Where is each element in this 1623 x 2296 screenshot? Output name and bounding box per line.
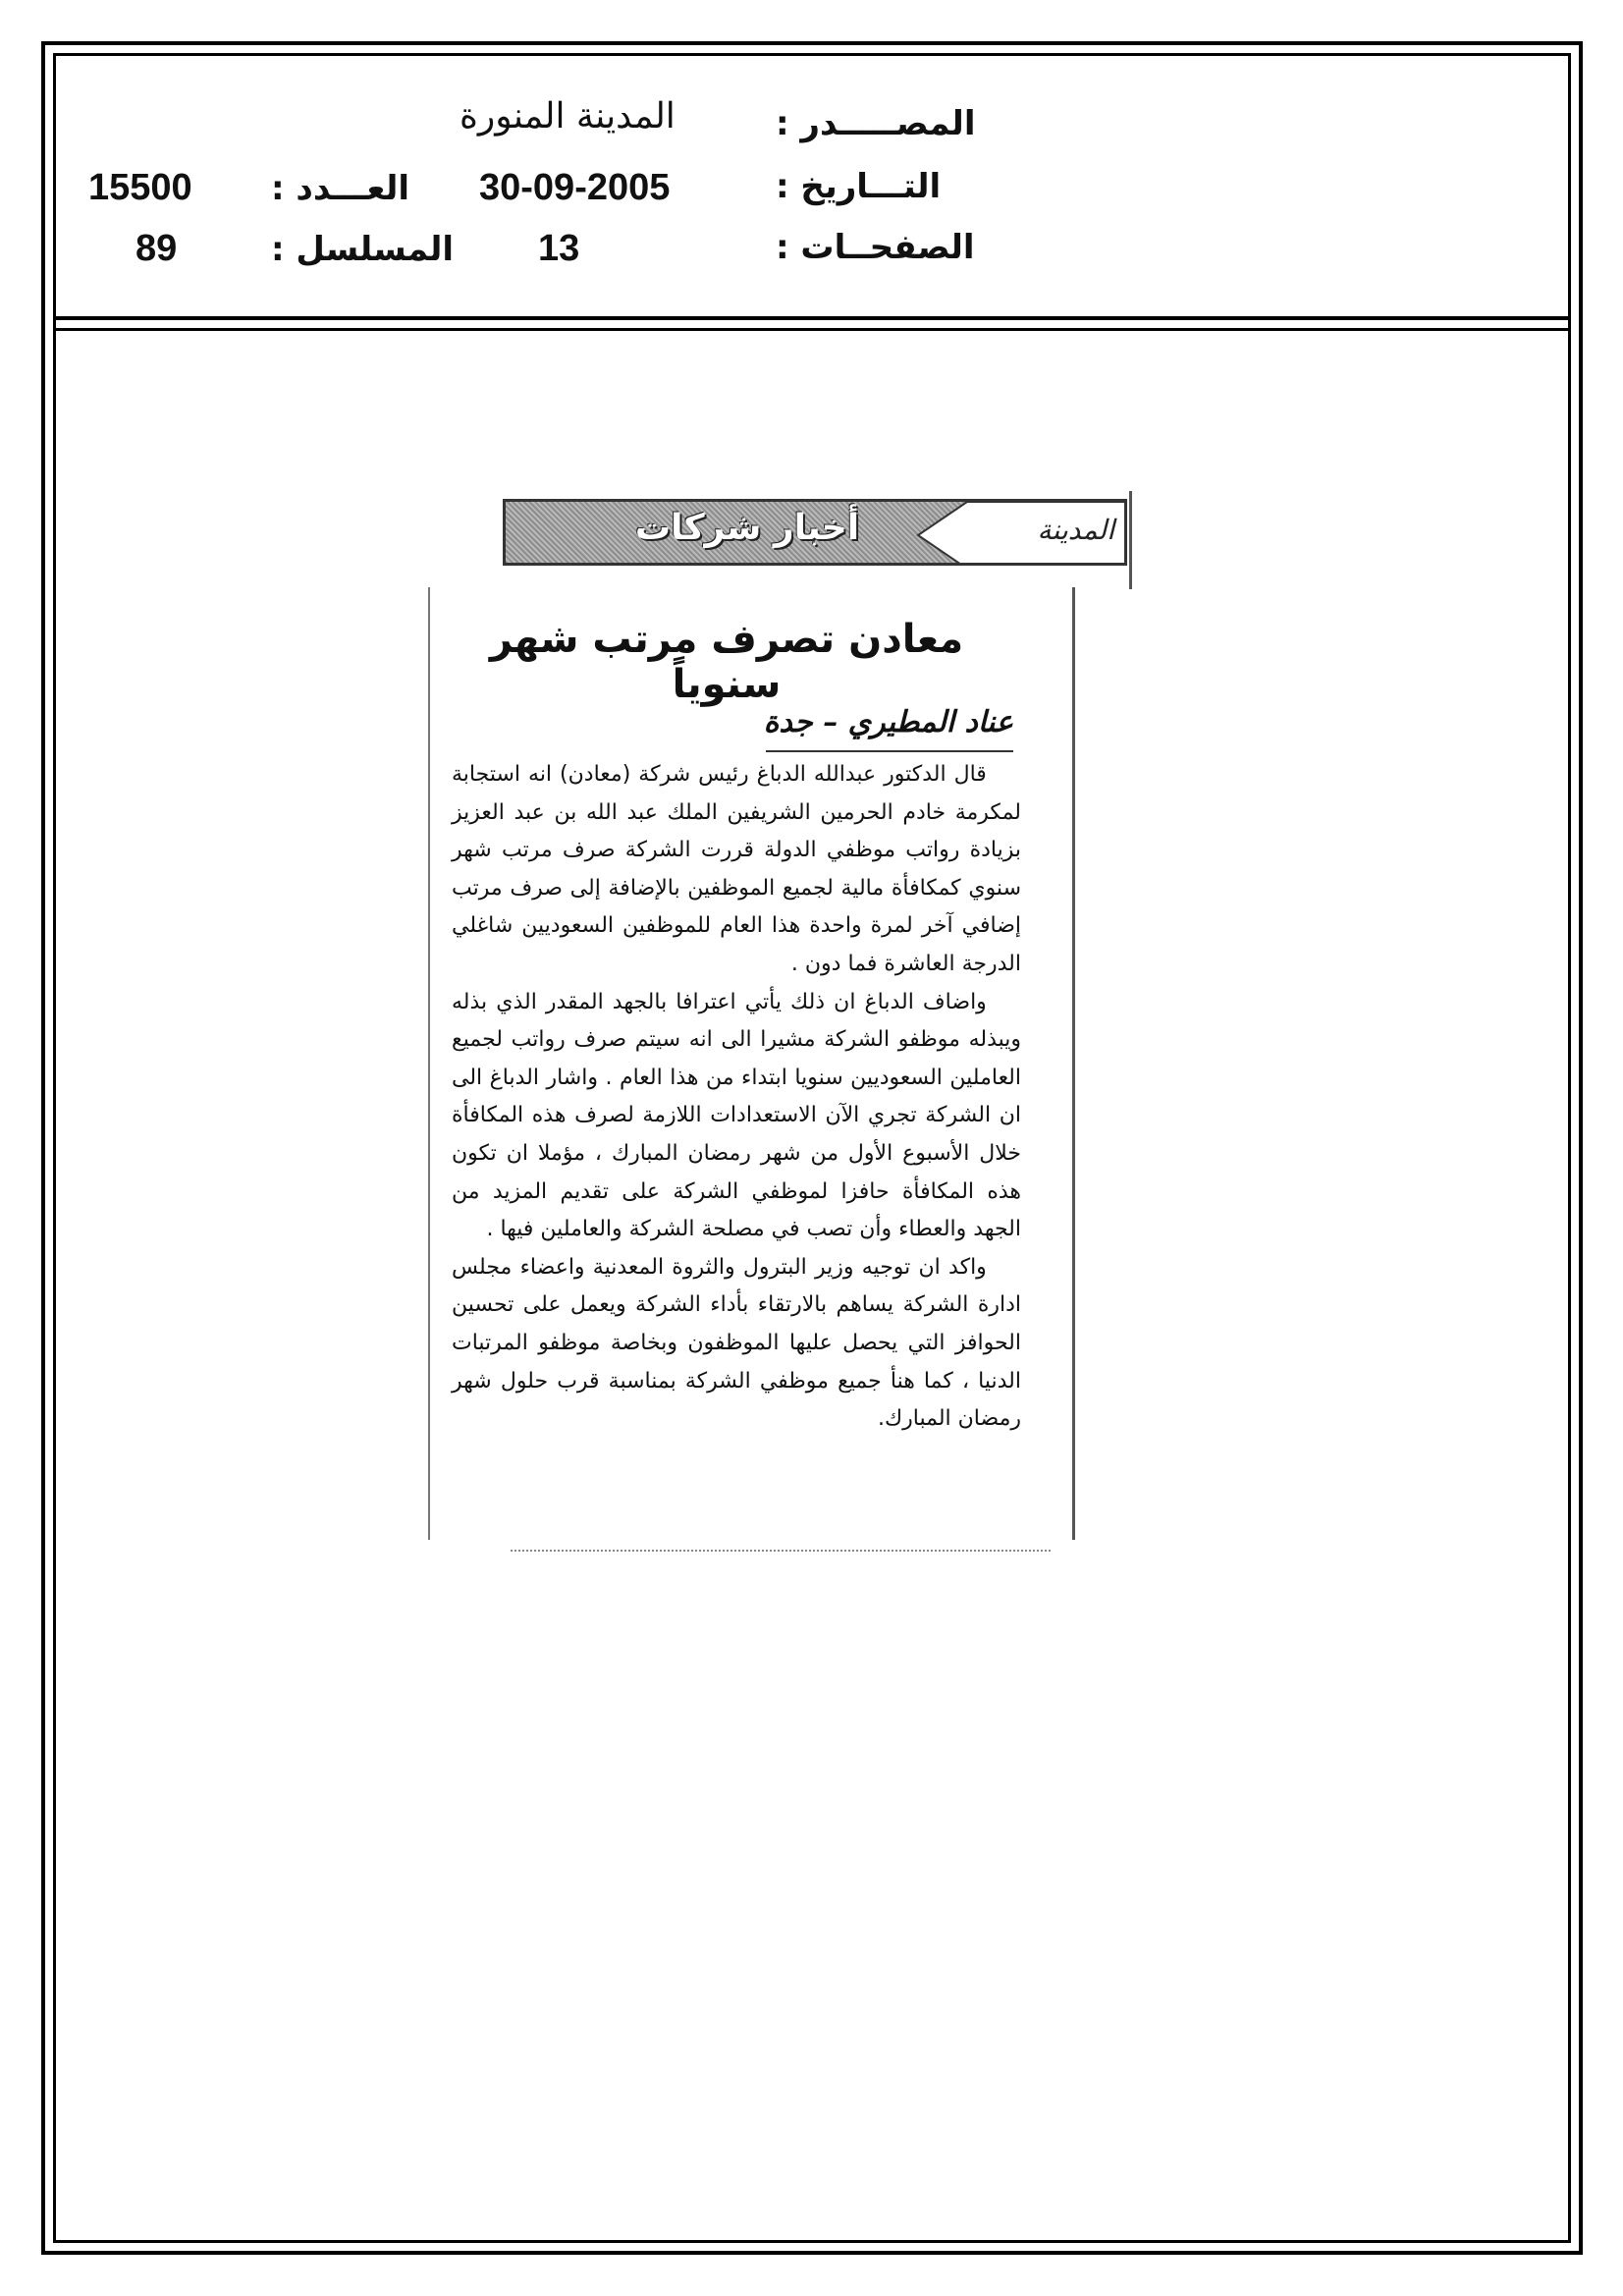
pages-label: الصفحــات : xyxy=(776,228,975,267)
source-label: المصـــــدر : xyxy=(776,104,976,143)
article-byline: عناد المطيري – جدة xyxy=(763,705,1013,739)
clipping-edge-right-top xyxy=(1129,491,1132,589)
clipping-edge-left xyxy=(428,587,430,1540)
header-divider xyxy=(53,316,1571,320)
issue-label: العـــدد : xyxy=(271,169,409,208)
article-body xyxy=(452,756,1021,1439)
article-paragraph: قال الدكتور عبدالله الدباغ رئيس شركة (معادن) انه استجابة لمكرمة خادم الحرمين الشريفين الملك عبد الله بن عبد العزيز بزيادة رواتب موظفي الدولة قررت الشركة صرف مرتب شهر سنوي كمكافأة مالية لجميع الموظفين بالإضافة إلى صرف مرتب إضافي آخر لمرة واحدة هذا العام للموظفين السعوديين شاغلي الدرجة العاشرة فما دون . xyxy=(452,762,1021,976)
pages-value: 13 xyxy=(538,228,580,269)
serial-value: 89 xyxy=(135,228,178,269)
article-paragraph: واكد ان توجيه وزير البترول والثروة المعدنية واعضاء مجلس ادارة الشركة يساهم بالارتقاء بأداء الشركة ويعمل على تحسين الحوافز التي يحصل عليها الموظفون وبخاصة موظفو المرتبات الدنيا ، كما هنأ جميع موظفي الشركة بمناسبة قرب حلول شهر رمضان المبارك. xyxy=(452,1254,1021,1432)
section-banner-text: أخبار شركات xyxy=(634,508,860,548)
clipping-bottom-edge xyxy=(511,1550,1051,1552)
byline-underline xyxy=(766,750,1013,752)
article-paragraph: واضاف الدباغ ان ذلك يأتي اعترافا بالجهد المقدر الذي بذله ويبذله موظفو الشركة مشيرا الى انه سيتم صرف رواتب لجميع العاملين السعوديين سنويا ابتداء من هذا العام . واشار الدباغ الى ان الشركة تجري الآن الاستعدادات اللازمة لصرف هذه المكافأة خلال الأسبوع الأول من شهر رمضان المبارك ، مؤملا ان تكون هذه المكافأة حافزا لموظفي الشركة على تقديم المزيد من الجهد والعطاء وأن تصب في مصلحة الشركة والعاملين فيها . xyxy=(452,989,1021,1242)
date-label: التـــاريخ : xyxy=(776,167,942,206)
source-value: المدينة المنورة xyxy=(460,96,676,137)
clipping-edge-right xyxy=(1072,587,1075,1540)
date-value: 30-09-2005 xyxy=(479,167,671,208)
paper-brand-logo: المدينة xyxy=(1037,514,1114,546)
issue-value: 15500 xyxy=(88,167,192,208)
serial-label: المسلسل : xyxy=(271,230,455,269)
header-divider-inner xyxy=(53,328,1571,331)
section-banner xyxy=(503,499,1127,566)
article-headline: معادن تصرف مرتب شهر سنوياً xyxy=(489,617,964,707)
